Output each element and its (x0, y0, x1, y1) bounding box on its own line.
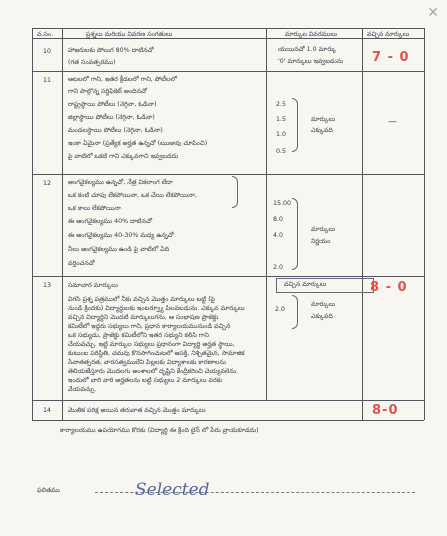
row-13-title: సమాచార మార్కులు (68, 282, 118, 289)
row-13-divider (32, 400, 424, 401)
row-13-line: విగసి ప్రశ్న పత్రములో నీకు వచ్చిన మొత్తం మార్కులు బట్టి (పై (68, 296, 216, 303)
header-no: వ.సం. (37, 31, 54, 38)
row-12-line: వర్తించనచో (68, 260, 95, 267)
header-divider (32, 38, 424, 39)
row-13-marks-note: మార్కులు (311, 301, 336, 308)
row-12-line: ఈ అంగవైకల్యము 40-30% మధ్య ఉన్నచో (68, 232, 174, 239)
row-12-line: నీలు అంగవైకల్యము ఉండి పై వాటిలో ఏది (68, 246, 170, 253)
row-13-line: ఇందులో వారి వారి అర్హతలను బట్టి సభ్యులు 2 మార్కులు వరకు (68, 377, 223, 384)
row-10-marks-detail: యయినచో 1.0 మార్కు (278, 46, 337, 53)
row-12-marks-note: మార్కులు (311, 226, 336, 233)
row-14-no: 14 (43, 407, 52, 414)
row-13-awarded: 8 - 0 (370, 280, 408, 295)
row-11-line: ఆటలలో గాని, ఇతర క్రీడలలో గాని, పోటీలలో (68, 76, 177, 83)
table-top-border (32, 28, 424, 29)
row-12-brace (292, 198, 298, 270)
result-label: ఫలితము (37, 487, 60, 494)
corner-mark-icon: ✕ (427, 5, 439, 21)
row-11-line: పై వాటిలో ఒకటి గాని ఎక్కువగాని ఇవ్వబడదు (68, 153, 179, 160)
col-criteria-divider (266, 28, 267, 400)
row-12-mark-value: 8.0 (273, 216, 284, 223)
row-11-mark-value: 0.5 (276, 148, 287, 155)
row-12-line: అంగవైకల్యము ఉన్నచో, నేత్ర వికలాంగ లేదా (68, 179, 173, 186)
row-14-line: మొతిక పరిక్ష అయిన తరువాత వచ్చిన మొత్తం మార్కులు (68, 407, 206, 414)
row-11-line: గాని పాల్గొన్న సర్టిఫికెట్ అందినచో (68, 88, 148, 95)
header-awarded: వచ్చిన మార్కులు (367, 31, 410, 38)
row-13-line: సేవాతత్పరత, వారసత్వములేని పిల్లలకు విద్యాశాలకు కారణాలను (68, 359, 226, 366)
row-12-marks-note: నిర్ణయం (311, 238, 331, 245)
row-13-line: కుటుంబ పరిస్థితి, చదువు కొనసాగించుటలో ఆసక్తి, నిశ్చితమైన, సామాజిక (68, 350, 245, 357)
row-12-line: ఒక కాలు లేకపోయినా (68, 205, 121, 212)
row-11-no: 11 (43, 77, 52, 84)
row-13-line: నుండి క్రిందకు) విద్యార్థులకు ఇంటర్వ్యూ పిలవబడును. ఎక్కువ మార్కులు (68, 305, 245, 312)
row-11-mark-value: 1.0 (276, 131, 287, 138)
row-13-marks-note: ఎక్కువది (311, 313, 333, 320)
row-11-line: రాష్ట్రస్థాయి పోటీలు (నెగ్గినా, ఓడినా) (68, 101, 157, 108)
row-11-divider (32, 174, 424, 175)
office-use-note: కార్యాలయము ఉపయోగము కొరకు (విద్యార్థి ఈ క్రింది లైన్ లో పేరు వ్రాయకూడదు) (60, 427, 259, 434)
row-13-no: 13 (43, 282, 52, 289)
row-13-line: వచ్చిన విద్యార్థిని మొదటి మార్కులుగను, ఆ సంభాషణ ప్రాజెక్టు (68, 314, 219, 321)
row-13-line: ఒక సభ్యుడు, ప్రాజెక్టు కమిటీలోని ఇతర సభ్యుని కలిసి గాని (68, 332, 209, 339)
row-13-marks-head: వచ్చిన మార్కులు (284, 281, 327, 288)
row-12-no: 12 (43, 180, 52, 187)
row-12-mark-value: 2.0 (273, 264, 284, 271)
row-10-line: హాజరులకు పోలుగ 80% దాటినచో (68, 47, 154, 54)
row-11-line: జిల్లాస్థాయి పోటీలు (నెగ్గినా, ఓడినా) (68, 114, 155, 121)
row-12-line: ఈ అంగవైకల్యము 40% దాటినచో (68, 218, 152, 225)
row-11-brace (292, 98, 298, 152)
row-13-line: చేయవచ్చు. ఇట్టి మార్కుల సభ్యులు ప్రధానంగా విద్యార్థి అర్హత స్థాయి, (68, 341, 235, 348)
row-13-line: తెలియజేస్తూరు మొదలగు అంశాలలో దృష్టిని కేంద్రీకరించి చెయ్యవలెను. (68, 368, 238, 375)
row-11-mark-value: 1.5 (276, 116, 287, 123)
row-13-brace (292, 295, 298, 329)
table-bottom-border (32, 420, 424, 421)
result-value: Selected (135, 480, 210, 500)
col-no-divider (62, 28, 63, 420)
row-11-awarded: — (388, 117, 397, 127)
row-12-divider (32, 276, 424, 277)
row-12-line: ఒక కంటి చూపు లేకపోయినా, ఒక చేయి లేకపోయినా, (68, 192, 197, 199)
row-13-line: వేయవచ్చు. (68, 386, 97, 393)
header-marks-details: మార్కుల వివరములు (285, 31, 338, 38)
col-marks-divider (362, 28, 363, 420)
table-left-border (32, 28, 33, 420)
header-criteria: ప్రశ్నలు మరియు వివరణ సంగతులు (86, 31, 173, 38)
table-right-border (424, 28, 425, 420)
row-11-line: ఇంకా ఏమైనా (ప్రత్యేక అర్హత ఉన్నచో (ఋజువు చూపించి) (68, 140, 208, 147)
row-10-line: (గత సంవత్సరము) (68, 59, 116, 66)
row-12-mark-value: 15.00 (273, 200, 292, 207)
row-10-awarded: 7 - 0 (372, 50, 410, 65)
row-11-marks-note: ఎక్కువది (311, 127, 333, 134)
row-10-no: 10 (43, 48, 52, 55)
row-10-divider (32, 71, 424, 72)
row-14-awarded: 8-0 (372, 403, 399, 418)
row-12-brace-small (232, 176, 238, 208)
row-13-line: కమిటీలో ఇద్దరు సభ్యులు గాని, ప్రధాన కార్యాలయమునుండి వచ్చిన (68, 323, 231, 330)
row-12-mark-value: 4.0 (273, 232, 284, 239)
row-11-line: మండలస్థాయి పోటీలు (నెగ్గినా, ఓడినా) (68, 127, 163, 134)
row-10-marks-detail: '0' మార్కులు ఇవ్వబడును (278, 58, 344, 65)
row-13-mark-value: 2.0 (275, 306, 286, 313)
row-11-marks-note: మార్కులు (311, 116, 336, 123)
row-11-mark-value: 2.5 (276, 101, 287, 108)
